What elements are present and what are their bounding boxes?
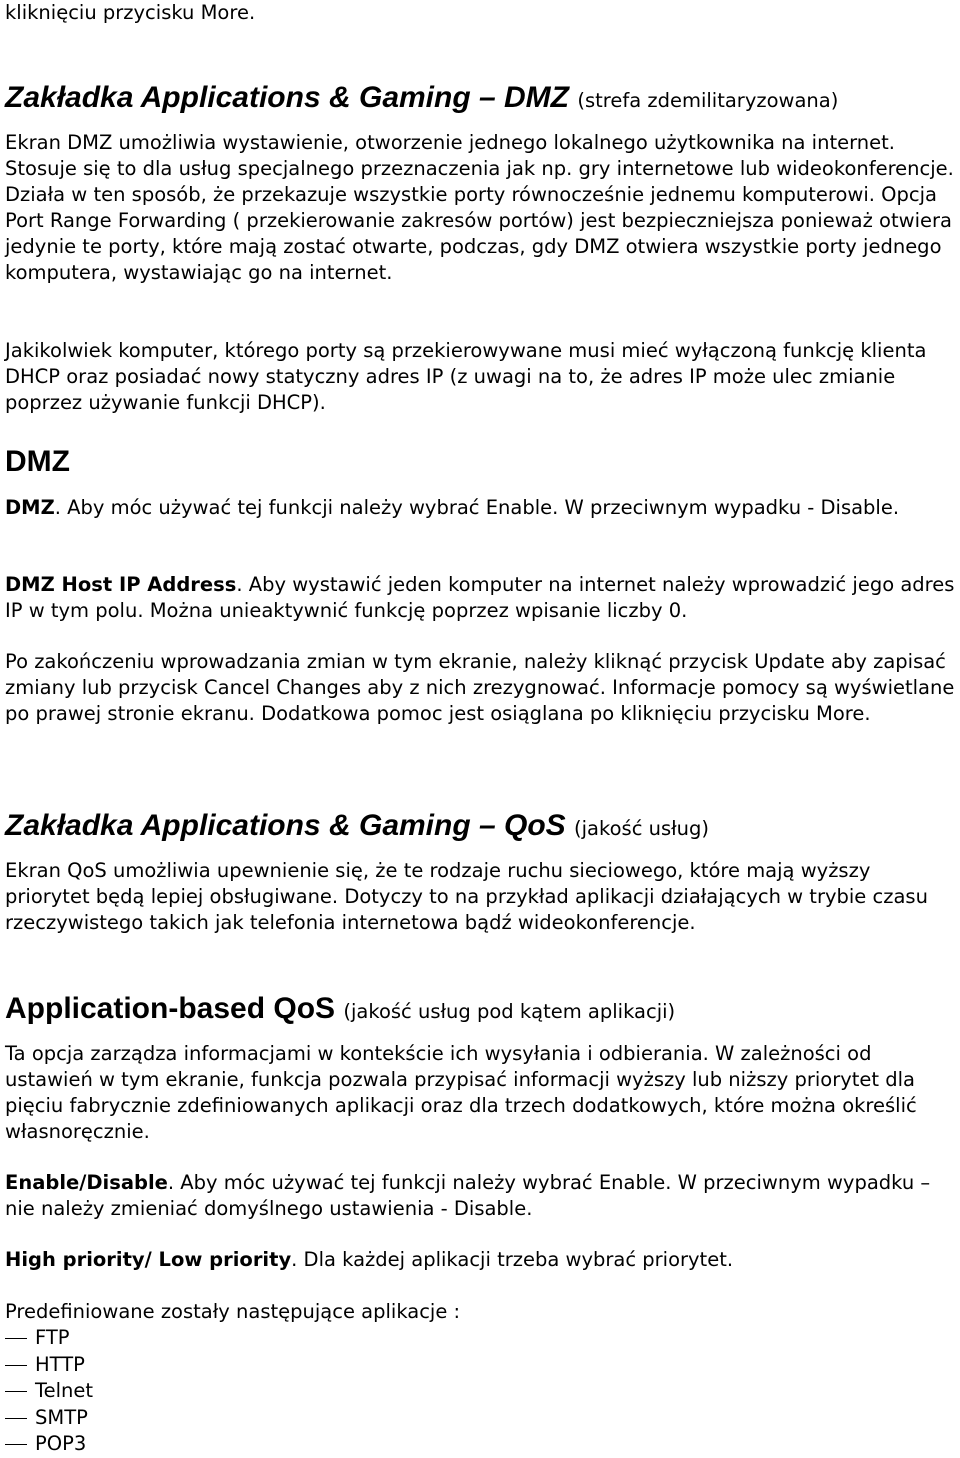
app-qos-title: Application-based QoS [5, 992, 336, 1025]
dmz-host-term-description: . Aby wystawić jeden komputer na internet należy wprowadzić jego adres IP w tym polu. Można unieaktywnić funkcję poprzez wpisanie liczby 0. [5, 573, 955, 622]
priority-term-description: . Dla każdej aplikacji trzeba wybrać priorytet. [291, 1248, 734, 1271]
enable-disable-term-description: . Aby móc używać tej funkcji należy wybrać Enable. W przeciwnym wypadku – nie należy zmieniać domyślnego ustawienia - Disable. [5, 1171, 931, 1220]
app-list-intro: Predefiniowane zostały następujące aplikacje : [5, 1300, 461, 1323]
dash-bullet-icon [5, 1365, 27, 1366]
predefined-apps-list [5, 1325, 955, 1458]
dmz-term-description: . Aby móc używać tej funkcji należy wybrać Enable. W przeciwnym wypadku - Disable. [54, 496, 900, 519]
app-name: HTTP [35, 1352, 85, 1376]
list-item [5, 1431, 955, 1458]
app-qos-heading [5, 992, 955, 1029]
dmz-section-heading [5, 81, 955, 118]
enable-disable-description [5, 1170, 955, 1222]
priority-description [5, 1247, 955, 1273]
dmz-subheading: DMZ [5, 445, 70, 478]
dmz-section-title: Zakładka Applications & Gaming – DMZ [5, 81, 569, 114]
dmz-dhcp-paragraph: Jakikolwiek komputer, którego porty są przekierowywane musi mieć wyłączoną funkcję klienta DHCP oraz posiadać nowy statyczny adres IP (z uwagi na to, że adres IP może ulec zmianie poprzez używanie funkcji DHCP). [5, 339, 927, 414]
list-item [5, 1378, 955, 1405]
qos-section-title: Zakładka Applications & Gaming – QoS [5, 809, 566, 842]
dash-bullet-icon [5, 1444, 27, 1445]
list-item [5, 1325, 955, 1352]
dmz-host-term: DMZ Host IP Address [5, 573, 237, 596]
dmz-term: DMZ [5, 496, 55, 519]
qos-intro-paragraph: Ekran QoS umożliwia upewnienie się, że te rodzaje ruchu sieciowego, które mają wyższy priorytet będą lepiej obsługiwane. Dotyczy to na przykład aplikacji działających w trybie czasu rzeczywistego takich jak telefonia internetowa bądź wideokonferencje. [5, 859, 928, 934]
dmz-host-description [5, 572, 955, 624]
dmz-section-subtitle: (strefa zdemilitaryzowana) [577, 89, 839, 112]
dash-bullet-icon [5, 1418, 27, 1419]
dmz-closing-paragraph: Po zakończeniu wprowadzania zmian w tym ekranie, należy kliknąć przycisk Update aby zapisać zmiany lub przycisk Cancel Changes aby z nich zrezygnować. Informacje pomocy są wyświetlane po prawej stronie ekranu. Dodatkowa pomoc jest osiąglana po kliknięciu przycisku More. [5, 650, 955, 725]
dmz-intro-paragraph: Ekran DMZ umożliwia wystawienie, otworzenie jednego lokalnego użytkownika na internet. Stosuje się to dla usług specjalnego przeznaczenia jak np. gry internetowe lub wideokonferencje. Działa w ten sposób, że przekazuje wszystkie porty równocześnie jednemu komputerowi. Opcja Port Range Forwarding ( przekierowanie zakresów portów) jest bezpieczniejsza ponieważ otwiera jedynie te porty, które mają zostać otwarte, podczas, gdy DMZ otwiera wszystkie porty jednego komputera, wystawiając go na internet. [5, 131, 954, 284]
list-item [5, 1352, 955, 1379]
app-name: Telnet [35, 1379, 94, 1402]
app-name: FTP [35, 1326, 70, 1349]
dash-bullet-icon [5, 1391, 27, 1392]
top-fragment: kliknięciu przycisku More. [5, 1, 256, 24]
app-qos-subtitle: (jakość usług pod kątem aplikacji) [343, 1000, 676, 1023]
app-qos-paragraph: Ta opcja zarządza informacjami w kontekście ich wysyłania i odbierania. W zależności od ustawień w tym ekranie, funkcja pozwala przypisać informacji wyższy lub niższy priorytet dla pięciu fabrycznie zdefiniowanych aplikacji oraz dla trzech dodatkowych, które można określić własnoręcznie. [5, 1042, 917, 1143]
list-item [5, 1405, 955, 1432]
qos-section-heading [5, 809, 955, 846]
qos-section-subtitle: (jakość usług) [574, 817, 710, 840]
priority-term: High priority/ Low priority [5, 1248, 292, 1271]
dmz-setting-description [5, 495, 955, 521]
app-name: SMTP [35, 1405, 88, 1429]
dash-bullet-icon [5, 1338, 27, 1339]
enable-disable-term: Enable/Disable [5, 1171, 168, 1194]
app-name: POP3 [35, 1432, 87, 1455]
